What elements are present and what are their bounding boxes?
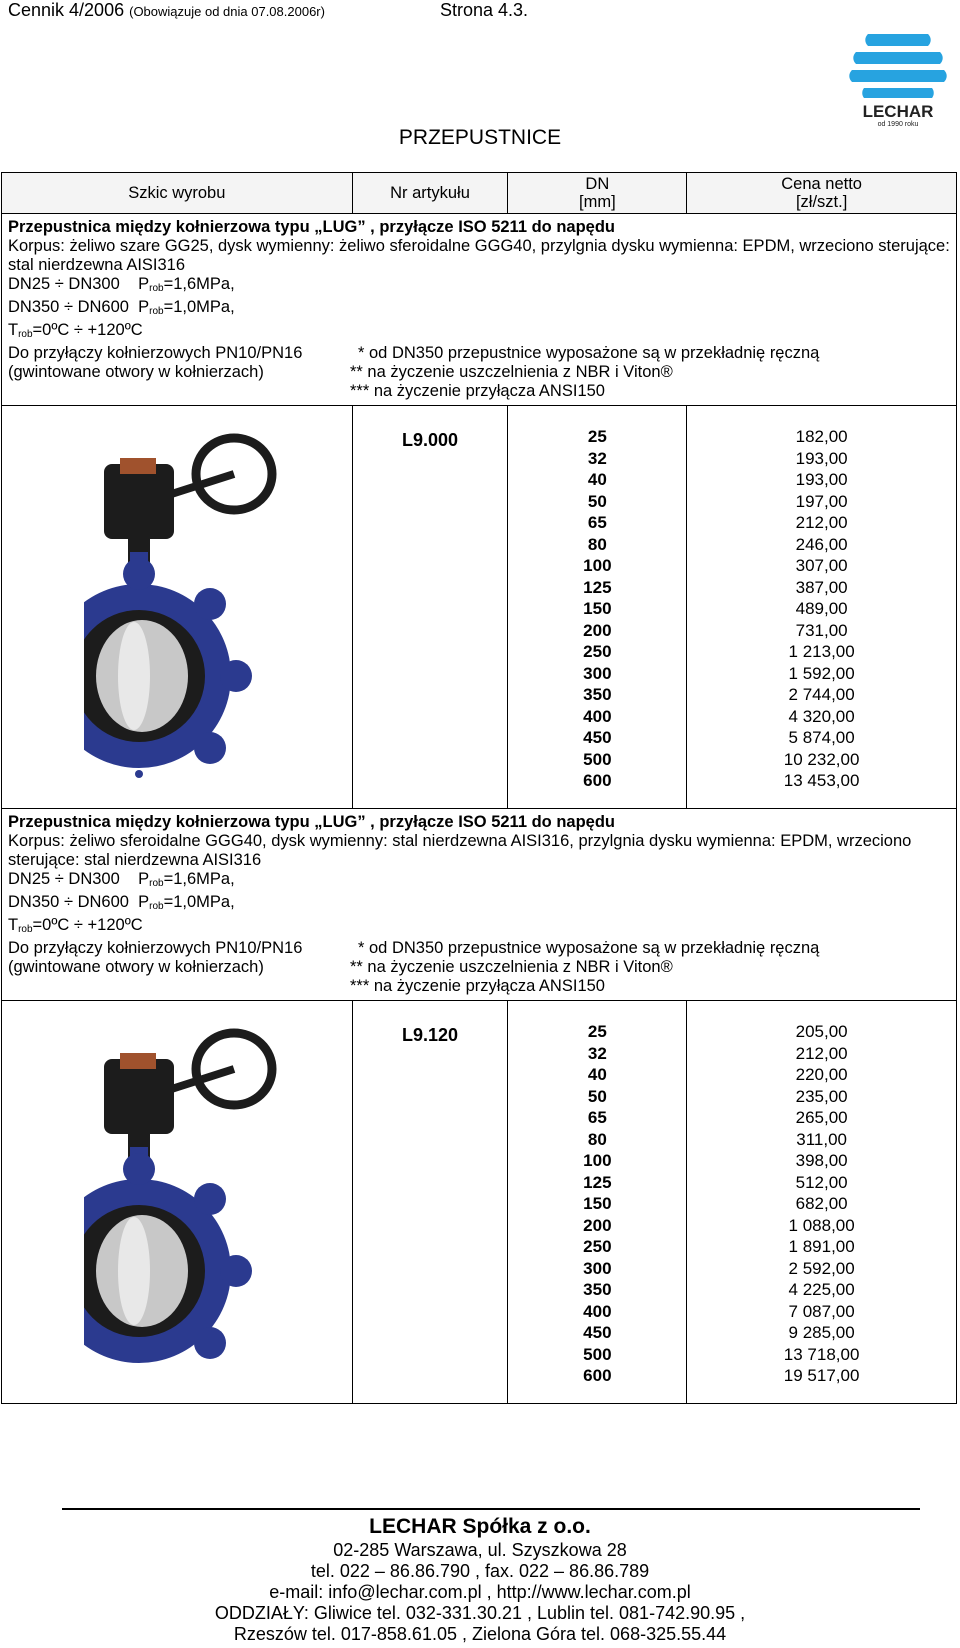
list-item: 500 (583, 1344, 612, 1364)
list-item: 250 (583, 1237, 612, 1256)
price-table (1, 172, 957, 1404)
temperature: $T_{rob}=0ºC$ ÷ +120ºC (8, 321, 143, 340)
pressure-1: DN25 ÷ DN300 $P_{rob}=1,6MPa$, (8, 870, 235, 889)
list-item: 1 592,00 (788, 663, 855, 683)
product-sketch (2, 1001, 353, 1404)
col-sketch: Szkic wyrobu (2, 173, 353, 214)
list-item: 65 (587, 513, 607, 532)
table-header-row (2, 173, 957, 214)
list-item: 1 891,00 (788, 1237, 855, 1256)
logo-since: od 1990 roku (877, 121, 919, 128)
product-data-row (2, 406, 957, 809)
list-item: 50 (587, 491, 607, 511)
list-item: 300 (583, 663, 612, 683)
list-item: 9 285,00 (788, 1323, 855, 1342)
product-name: Przepustnica między kołnierzowa typu „LUG” , przyłącze ISO 5211 do napędu (8, 813, 615, 831)
col-dn: DN [mm] (508, 173, 687, 214)
list-item: 25 (587, 427, 607, 446)
product-body: Korpus: żeliwo sferoidalne GGG40, dysk wymienny: stal nierdzewna AISI316, przylgnia dysku wymienna: EPDM, wrzeciono sterujące: stal nierdzewna AISI316 (8, 832, 912, 869)
list-item: 125 (583, 1172, 612, 1192)
list-item: 2 744,00 (788, 685, 855, 704)
list-item: 193,00 (795, 470, 848, 489)
list-item: 246,00 (795, 534, 848, 554)
logo-brand: LECHAR (862, 102, 934, 121)
list-item: 600 (583, 1366, 612, 1385)
threads-text: (gwintowane otwory w kołnierzach) (8, 363, 264, 381)
product-description-row (2, 809, 957, 1001)
list-item: 150 (583, 1194, 612, 1213)
list-item: 25 (587, 1022, 607, 1041)
list-item: 13 453,00 (783, 771, 860, 790)
branches-2: Rzeszów tel. 017-858.61.05 , Zielona Góra tel. 068-325.55.44 (233, 1624, 727, 1644)
list-item: 220,00 (795, 1065, 848, 1084)
list-item: 65 (587, 1108, 607, 1127)
list-item: 4 320,00 (788, 706, 855, 726)
list-item: 400 (583, 706, 612, 726)
product-body: Korpus: żeliwo szare GG25, dysk wymienny: żeliwo sferoidalne GGG40, przylgnia dysku wymienna: EPDM, wrzeciono sterujące: stal nierdzewna AISI316 (8, 237, 950, 274)
list-item: 100 (583, 556, 612, 575)
list-item: 7 087,00 (788, 1301, 855, 1321)
list-item: 205,00 (795, 1022, 848, 1041)
dn-list (508, 406, 687, 809)
price-list (687, 406, 957, 809)
lechar-logo (848, 24, 948, 128)
list-item: 2 592,00 (788, 1258, 855, 1278)
list-item: 212,00 (795, 1043, 848, 1063)
note-ansi: *** na życzenie przyłącza ANSI150 (350, 977, 605, 995)
butterfly-valve-icon (84, 1021, 284, 1373)
branches-1: ODDZIAŁY: Gliwice tel. 032-331.30.21 , Lublin tel. 081-742.90.95 , (214, 1603, 746, 1623)
list-item: 450 (583, 1323, 612, 1342)
list-item: 80 (587, 1129, 607, 1149)
connection-text: Do przyłączy kołnierzowych PN10/PN16 (8, 939, 303, 957)
col-price: Cena netto [zł/szt.] (687, 173, 957, 214)
list-item: 387,00 (795, 577, 848, 597)
article-number: L9.000 (352, 406, 508, 809)
butterfly-valve-icon (84, 426, 284, 778)
list-item: 350 (583, 685, 612, 704)
list-item: 40 (587, 470, 607, 489)
company-web: e-mail: info@lechar.com.pl , http://www.lechar.com.pl (269, 1582, 691, 1602)
company-phone: tel. 022 – 86.86.790 , fax. 022 – 86.86.789 (310, 1561, 650, 1581)
price-list (687, 1001, 957, 1404)
list-item: 600 (583, 771, 612, 790)
list-item: 32 (587, 1043, 607, 1063)
dn-list (508, 1001, 687, 1404)
list-item: 500 (583, 749, 612, 769)
logo-icon (848, 24, 948, 128)
list-item: 235,00 (795, 1086, 848, 1106)
list-item: 40 (587, 1065, 607, 1084)
footer (0, 1514, 960, 1645)
list-item: 311,00 (796, 1129, 847, 1149)
list-item: 1 213,00 (788, 642, 855, 661)
connection-text: Do przyłączy kołnierzowych PN10/PN16 (8, 344, 303, 362)
col-article: Nr artykułu (352, 173, 508, 214)
list-item: 13 718,00 (783, 1344, 860, 1364)
pressure-1: DN25 ÷ DN300 $P_{rob}=1,6MPa$, (8, 275, 235, 294)
note-gear: * od DN350 przepustnice wyposażone są w przekładnię ręczną (358, 344, 820, 362)
page-title: PRZEPUSTNICE (398, 126, 562, 149)
product-data-row (2, 1001, 957, 1404)
list-item: 182,00 (795, 427, 848, 446)
list-item: 19 517,00 (783, 1366, 860, 1385)
list-item: 682,00 (795, 1194, 848, 1213)
threads-text: (gwintowane otwory w kołnierzach) (8, 958, 264, 976)
list-item: 212,00 (795, 513, 848, 532)
valid-from: (Obowiązuje od dnia 07.08.2006r) (129, 4, 325, 19)
pricelist-label: Cennik 4/2006 (8, 0, 125, 20)
list-item: 10 232,00 (783, 749, 860, 769)
note-seal: ** na życzenie uszczelnienia z NBR i Viton® (350, 958, 673, 976)
product-description (2, 809, 957, 1001)
notes (8, 344, 950, 401)
footer-divider (62, 1508, 920, 1510)
list-item: 512,00 (795, 1172, 848, 1192)
note-seal: ** na życzenie uszczelnienia z NBR i Viton® (350, 363, 673, 381)
list-item: 4 225,00 (788, 1280, 855, 1299)
list-item: 450 (583, 728, 612, 747)
list-item: 197,00 (795, 491, 848, 511)
product-sketch (2, 406, 353, 809)
list-item: 5 874,00 (788, 728, 855, 747)
company-address: 02-285 Warszawa, ul. Szyszkowa 28 (333, 1540, 627, 1560)
note-ansi: *** na życzenie przyłącza ANSI150 (350, 382, 605, 400)
list-item: 489,00 (795, 599, 848, 618)
list-item: 32 (587, 448, 607, 468)
article-number: L9.120 (352, 1001, 508, 1404)
product-description (2, 214, 957, 406)
page-header (8, 0, 529, 21)
list-item: 250 (583, 642, 612, 661)
list-item: 200 (583, 1215, 612, 1235)
note-gear: * od DN350 przepustnice wyposażone są w przekładnię ręczną (358, 939, 820, 957)
temperature: $T_{rob}=0ºC$ ÷ +120ºC (8, 916, 143, 935)
list-item: 125 (583, 577, 612, 597)
list-item: 80 (587, 534, 607, 554)
list-item: 265,00 (795, 1108, 848, 1127)
list-item: 1 088,00 (788, 1215, 855, 1235)
notes (8, 939, 950, 996)
product-name: Przepustnica między kołnierzowa typu „LUG” , przyłącze ISO 5211 do napędu (8, 218, 615, 236)
list-item: 150 (583, 599, 612, 618)
pressure-2: DN350 ÷ DN600 $P_{rob}=1,0MPa$, (8, 298, 235, 317)
page-number: Strona 4.3. (440, 0, 529, 20)
list-item: 193,00 (795, 448, 848, 468)
list-item: 50 (587, 1086, 607, 1106)
list-item: 731,00 (795, 620, 848, 640)
list-item: 200 (583, 620, 612, 640)
company-name: LECHAR Spółka z o.o. (369, 1515, 591, 1538)
list-item: 300 (583, 1258, 612, 1278)
list-item: 350 (583, 1280, 612, 1299)
list-item: 398,00 (795, 1151, 848, 1170)
product-description-row (2, 214, 957, 406)
pressure-2: DN350 ÷ DN600 $P_{rob}=1,0MPa$, (8, 893, 235, 912)
list-item: 307,00 (795, 556, 848, 575)
list-item: 400 (583, 1301, 612, 1321)
list-item: 100 (583, 1151, 612, 1170)
